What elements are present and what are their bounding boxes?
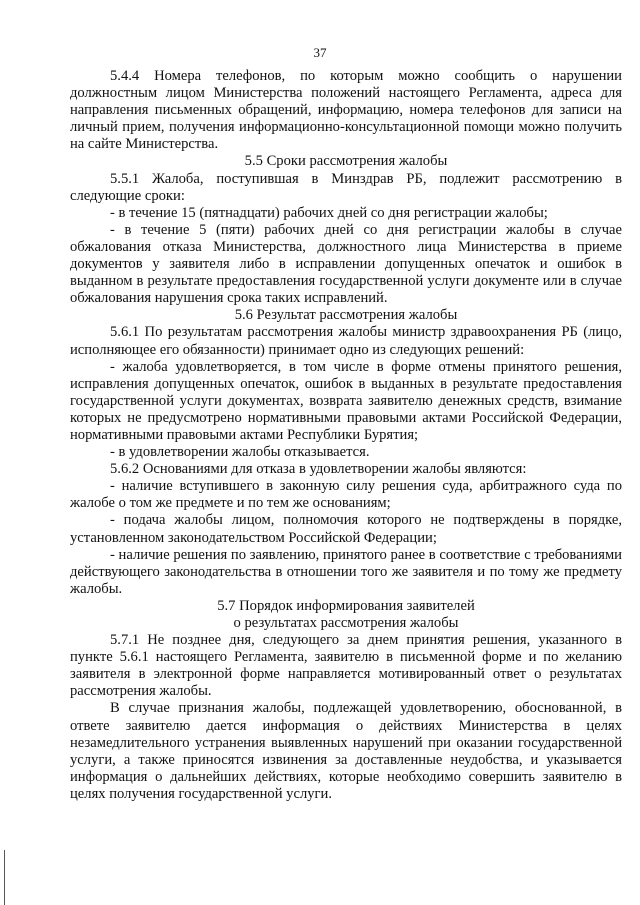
- paragraph: 5.5.1 Жалоба, поступившая в Минздрав РБ, подлежит рассмотрению в следующие сроки:: [70, 170, 622, 204]
- document-body: [70, 68, 622, 803]
- paragraph: 5.4.4 Номера телефонов, по которым можно сообщить о нарушении должностным лицом Министерства положений настоящего Регламента, адреса для направления письменных обращений, информацию, номера телефонов для записи на личный прием, получения информационно-консультационной помощи можно получить на сайте Министерства.: [70, 68, 622, 153]
- section-heading: 5.7 Порядок информирования заявителей: [217, 597, 475, 614]
- paragraph: 5.6.2 Основаниями для отказа в удовлетворении жалобы являются:: [110, 461, 527, 478]
- section-heading: 5.5 Сроки рассмотрения жалобы: [244, 153, 448, 170]
- paragraph: 5.6.1 По результатам рассмотрения жалобы министр здравоохранения РБ (лицо, исполняющее его обязанности) принимает одно из следующих решений:: [70, 324, 622, 358]
- paragraph: - в удовлетворении жалобы отказывается.: [110, 444, 370, 461]
- section-heading: о результатах рассмотрения жалобы: [233, 615, 459, 631]
- scan-edge-line: [4, 850, 5, 905]
- paragraph: - наличие вступившего в законную силу решения суда, арбитражного суда по жалобе о том же предмете и по тем же основаниям;: [70, 478, 622, 512]
- page-number: 37: [313, 45, 327, 60]
- paragraph: - в течение 15 (пятнадцати) рабочих дней со дня регистрации жалобы;: [110, 204, 548, 221]
- paragraph: В случае признания жалобы, подлежащей удовлетворению, обоснованной, в ответе заявителю дается информация о действиях Министерства в целях незамедлительного устранения выявленных нарушений при оказании государственной услуги, а также приносятся извинения за доставленные неудобства, и указывается информация о дальнейших действиях, которые необходимо совершить заявителю в целях получения государственной услуги.: [70, 700, 622, 802]
- paragraph: - наличие решения по заявлению, принятого ранее в соответствие с требованиями действующего законодательства в отношении того же заявителя и по тому же предмету жалобы.: [70, 546, 622, 597]
- paragraph: 5.7.1 Не позднее дня, следующего за днем принятия решения, указанного в пункте 5.6.1 настоящего Регламента, заявителю в письменной форме и по желанию заявителя в электронной форме направляется мотивированный ответ о результатах рассмотрения жалобы.: [70, 632, 622, 700]
- paragraph: - жалоба удовлетворяется, в том числе в форме отмены принятого решения, исправления допущенных опечаток, ошибок в выданных в результате предоставления государственной услуги документах, возврата заявителю денежных средств, взимание которых не предусмотрено нормативными правовыми актами Российской Федерации, нормативными правовыми актами Республики Бурятия;: [70, 358, 622, 443]
- paragraph: - подача жалобы лицом, полномочия которого не подтверждены в порядке, установленном законодательством Российской Федерации;: [70, 512, 622, 546]
- paragraph: - в течение 5 (пяти) рабочих дней со дня регистрации жалобы в случае обжалования отказа Министерства, должностного лица Министерства в приеме документов у заявителя либо в исправлении допущенных опечаток и ошибок в выданном в результате предоставления государственной услуги документе или в случае обжалования нарушения срока таких исправлений.: [70, 221, 622, 307]
- section-heading: 5.6 Результат рассмотрения жалобы: [234, 307, 458, 324]
